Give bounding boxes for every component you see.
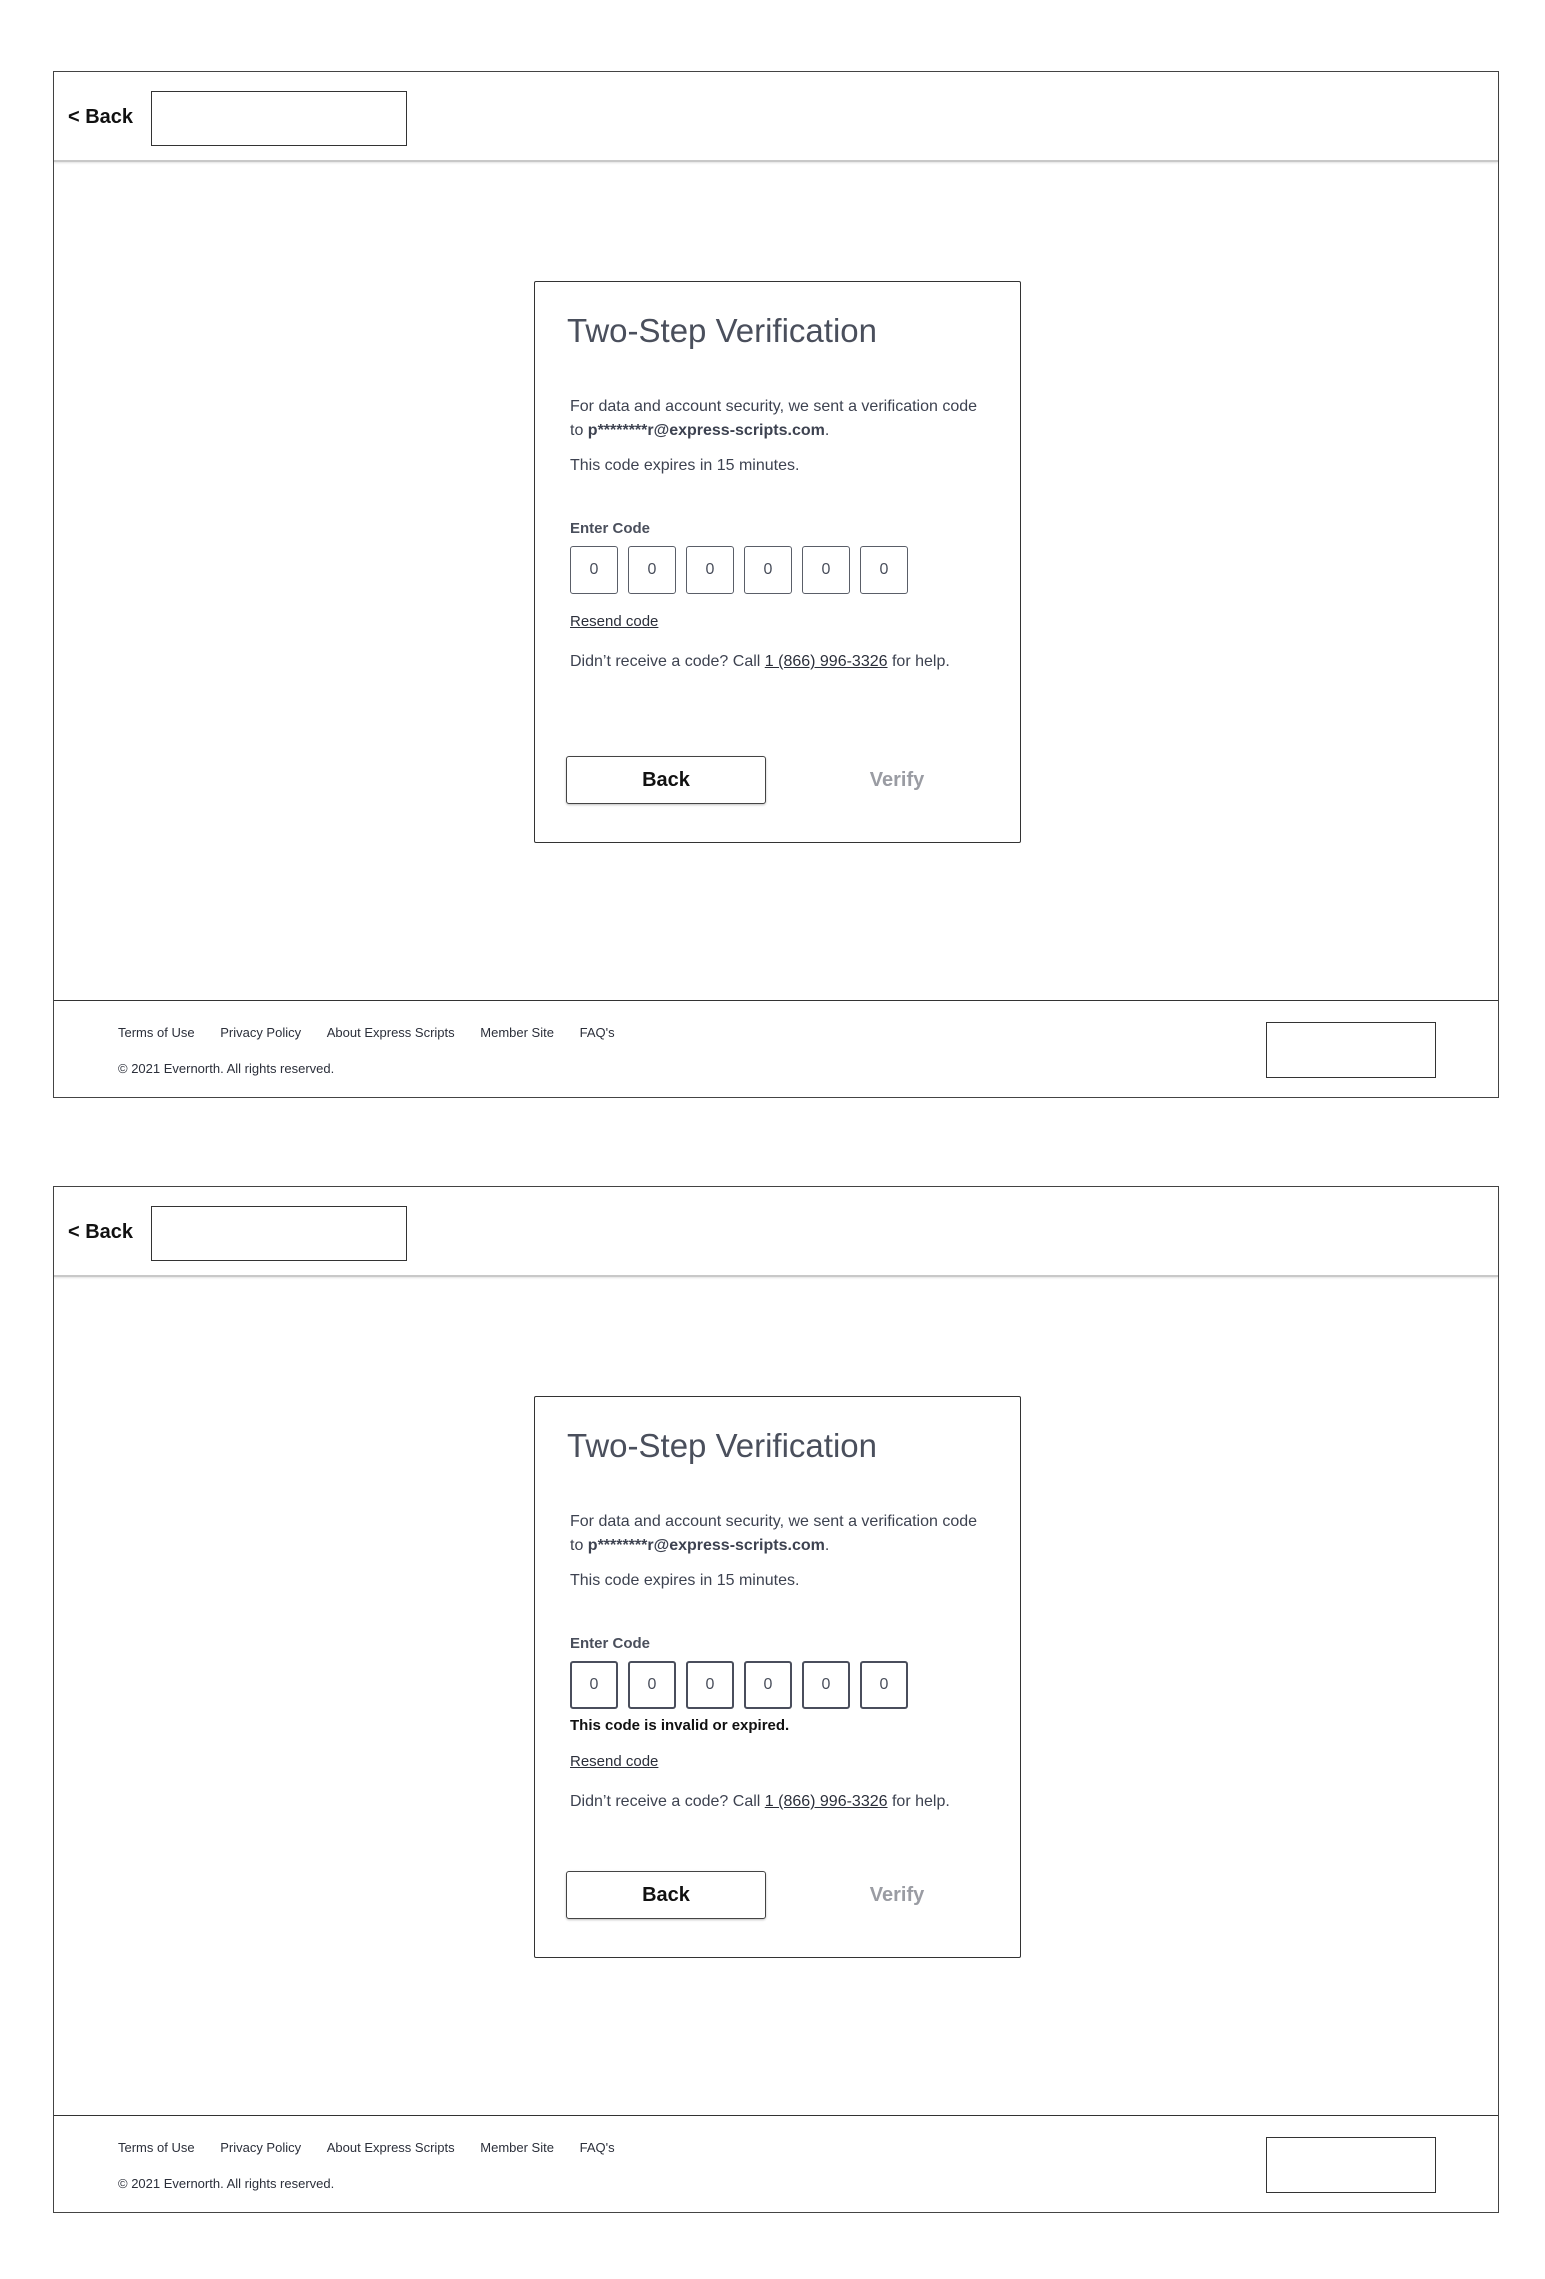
verification-card bbox=[534, 281, 1021, 843]
footer bbox=[54, 1000, 1498, 1098]
code-digit-3[interactable] bbox=[686, 546, 734, 594]
resend-code-link[interactable]: Resend code bbox=[570, 613, 659, 630]
screen-error bbox=[53, 1186, 1499, 2213]
footer-link-member-site[interactable]: Member Site bbox=[480, 1025, 554, 1040]
footer-link-terms[interactable]: Terms of Use bbox=[118, 1025, 195, 1040]
description-end: . bbox=[824, 422, 830, 439]
enter-code-label: Enter Code bbox=[570, 520, 651, 537]
footer-link-faqs[interactable]: FAQ's bbox=[579, 1025, 615, 1040]
verification-description bbox=[570, 1510, 990, 1558]
code-digit-1[interactable] bbox=[570, 546, 618, 594]
help-text-end: for help. bbox=[887, 1793, 950, 1810]
verification-card bbox=[534, 1396, 1021, 1958]
help-text bbox=[570, 1793, 950, 1811]
resend-code-link[interactable]: Resend code bbox=[570, 1753, 659, 1770]
footer-logo-placeholder bbox=[1266, 1022, 1436, 1078]
code-digit-4[interactable] bbox=[744, 546, 792, 594]
masked-email: p********r@express-scripts.com bbox=[587, 422, 825, 439]
code-digit-6[interactable] bbox=[860, 1661, 908, 1709]
description-text: For data and account security, we sent a verification code to bbox=[570, 1513, 978, 1554]
help-text-start: Didn’t receive a code? Call bbox=[570, 1793, 765, 1810]
header-back-link[interactable]: < Back bbox=[68, 1221, 134, 1243]
description-end: . bbox=[824, 1537, 830, 1554]
footer-link-about[interactable]: About Express Scripts bbox=[326, 2140, 455, 2155]
footer-link-member-site[interactable]: Member Site bbox=[480, 2140, 554, 2155]
code-digit-5[interactable] bbox=[802, 546, 850, 594]
code-expiry-text: This code expires in 15 minutes. bbox=[570, 457, 800, 474]
verify-button[interactable]: Verify bbox=[817, 1871, 977, 1919]
verification-description bbox=[570, 395, 990, 443]
masked-email: p********r@express-scripts.com bbox=[587, 1537, 825, 1554]
code-digit-6[interactable] bbox=[860, 546, 908, 594]
footer-logo-placeholder bbox=[1266, 2137, 1436, 2193]
header-back-link[interactable]: < Back bbox=[68, 106, 134, 128]
code-input-row bbox=[570, 1661, 910, 1709]
code-digit-1[interactable] bbox=[570, 1661, 618, 1709]
enter-code-label: Enter Code bbox=[570, 1635, 651, 1652]
help-text bbox=[570, 653, 950, 671]
footer-links bbox=[118, 2140, 637, 2155]
footer-link-privacy[interactable]: Privacy Policy bbox=[220, 2140, 302, 2155]
help-text-start: Didn’t receive a code? Call bbox=[570, 653, 765, 670]
code-error-message: This code is invalid or expired. bbox=[570, 1717, 790, 1734]
code-expiry-text: This code expires in 15 minutes. bbox=[570, 1572, 800, 1589]
footer-link-faqs[interactable]: FAQ's bbox=[579, 2140, 615, 2155]
logo-placeholder bbox=[151, 1206, 407, 1261]
description-text: For data and account security, we sent a verification code to bbox=[570, 398, 978, 439]
back-button[interactable]: Back bbox=[566, 756, 766, 804]
code-digit-5[interactable] bbox=[802, 1661, 850, 1709]
help-phone-link[interactable]: 1 (866) 996-3326 bbox=[764, 653, 888, 670]
copyright: © 2021 Evernorth. All rights reserved. bbox=[118, 1061, 335, 1076]
header bbox=[54, 72, 1498, 162]
code-digit-3[interactable] bbox=[686, 1661, 734, 1709]
card-title: Two-Step Verification bbox=[567, 312, 877, 349]
footer-link-terms[interactable]: Terms of Use bbox=[118, 2140, 195, 2155]
code-digit-2[interactable] bbox=[628, 1661, 676, 1709]
help-phone-link[interactable]: 1 (866) 996-3326 bbox=[764, 1793, 888, 1810]
footer-link-privacy[interactable]: Privacy Policy bbox=[220, 1025, 302, 1040]
copyright: © 2021 Evernorth. All rights reserved. bbox=[118, 2176, 335, 2191]
code-digit-2[interactable] bbox=[628, 546, 676, 594]
help-text-end: for help. bbox=[887, 653, 950, 670]
code-input-row bbox=[570, 546, 910, 594]
footer-links bbox=[118, 1025, 637, 1040]
footer bbox=[54, 2115, 1498, 2213]
logo-placeholder bbox=[151, 91, 407, 146]
code-digit-4[interactable] bbox=[744, 1661, 792, 1709]
header bbox=[54, 1187, 1498, 1277]
card-title: Two-Step Verification bbox=[567, 1427, 877, 1464]
footer-link-about[interactable]: About Express Scripts bbox=[326, 1025, 455, 1040]
screen-default bbox=[53, 71, 1499, 1098]
back-button[interactable]: Back bbox=[566, 1871, 766, 1919]
verify-button[interactable]: Verify bbox=[817, 756, 977, 804]
